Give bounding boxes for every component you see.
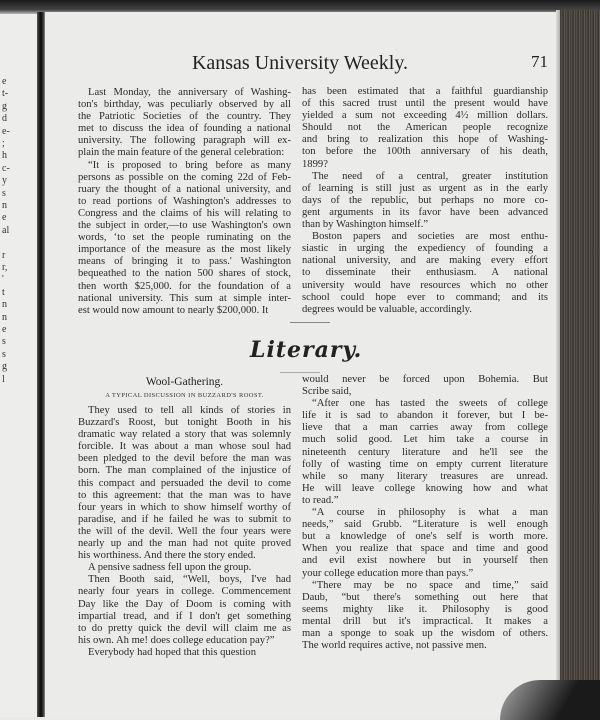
left-page-fragment: s <box>2 336 6 348</box>
book-page-stack <box>560 10 600 717</box>
left-page-fragment: ' <box>2 274 4 286</box>
text-line: while so many literary treasures are unread. <box>302 470 548 482</box>
text-line: A pensive sadness fell upon the group. <box>88 562 252 574</box>
article2-column1 <box>78 405 291 659</box>
text-line: importance of the measure as the most likely <box>78 244 291 256</box>
text-line: met to discuss the idea of founding a national <box>78 123 291 135</box>
text-line: 1899? <box>302 158 328 170</box>
text-line: est would now amount to nearly $200,000. It <box>78 304 269 316</box>
divider <box>290 322 330 323</box>
text-line: has been estimated that a faithful guardianship <box>302 86 548 97</box>
text-line: degrees would be valuable, accordingly. <box>302 303 472 315</box>
text-line: to disseminate their enthusiasm. A national <box>302 267 548 279</box>
text-line: life it is sad to abandon it forever, but I be- <box>302 410 548 422</box>
text-line: to do pretty quick the devil will claim me as <box>78 622 291 634</box>
text-line: means of bringing it to pass.' Washington <box>78 256 291 268</box>
text-line: the subject in order,—to use Washington's own <box>78 220 291 232</box>
left-page-fragment: g <box>2 361 7 373</box>
text-line: days of the republic, but perhaps no more co- <box>302 194 548 206</box>
text-line: When you realize that space and time and good <box>302 543 548 555</box>
text-line: folly of wasting time on empty current literature <box>302 458 548 470</box>
text-line: much solid good. Let him take a course in <box>302 434 548 446</box>
text-line: this compact and persuaded the devil to come <box>78 477 291 489</box>
page-number: 71 <box>531 52 548 71</box>
article-subtitle: A TYPICAL DISCUSSION IN BUZZARD'S ROOST. <box>105 392 264 399</box>
text-line: The need of a central, greater institution <box>312 170 548 182</box>
left-page-fragment: l <box>2 373 5 385</box>
text-line: of this sacred trust until the present would have <box>302 98 548 110</box>
text-line: lieve that a man carries away from college <box>302 422 548 434</box>
left-page-fragment: n <box>2 311 7 323</box>
text-line: seems mighty like it. Philosophy is good <box>302 603 548 615</box>
text-line: ruary the thought of a national university, and <box>78 183 291 195</box>
left-page-fragment: e <box>2 76 7 87</box>
text-line: the Patriotic Societies of the country. They <box>78 111 291 123</box>
text-line: Boston papers and societies are most enthu- <box>312 231 548 243</box>
text-line: ton before the 100th anniversary of his death, <box>302 146 548 158</box>
left-page-fragment: n <box>2 200 7 211</box>
text-line: “A course in philosophy is what a man <box>312 507 548 519</box>
left-page-fragment: al <box>2 224 10 236</box>
text-line: paradise, and if he failed he was to submit to <box>78 513 291 525</box>
text-line: Everybody had hoped that this question <box>88 646 256 658</box>
text-line: He will leave college knowing how and what <box>302 482 548 494</box>
text-line: man a sponge to soak up the wisdom of others. <box>302 627 548 639</box>
text-line: impartial tread, and if I don't get something <box>78 610 291 622</box>
text-line: national university, and are making every effort <box>302 255 548 267</box>
book-gutter <box>37 12 45 717</box>
left-page-fragment: t <box>2 286 5 298</box>
text-line: school could hope ever to command; and its <box>302 291 548 303</box>
section-heading-literary: Literary. <box>250 337 363 363</box>
article1-column1 <box>78 87 291 317</box>
text-line: his own. Ah me! does college education pay?” <box>78 634 275 646</box>
text-line: mental drill but it's impractical. It makes a <box>302 615 548 627</box>
text-line: gent arguments in its favor have been advanced <box>302 206 548 218</box>
text-line: “After one has tasted the sweets of college <box>312 398 548 410</box>
text-line: his worthiness. And there the story ended. <box>78 550 256 562</box>
text-line: Last Monday, the anniversary of Washing- <box>88 87 291 98</box>
text-line: university. The following paragraph will ex- <box>78 135 291 147</box>
text-line: “It is proposed to bring before as many <box>88 159 291 171</box>
text-line: Daub, “but there's something out here that <box>302 591 548 603</box>
left-page-fragment: n <box>2 299 7 311</box>
text-line: words, ‘to set the people ruminating on the <box>78 232 291 244</box>
article2-column2 <box>302 374 548 652</box>
heading-underline <box>280 372 320 373</box>
text-line: than by Washington himself.” <box>302 219 429 231</box>
text-line: nearly up and the man had not quite proved <box>78 538 291 550</box>
text-line: university would have resources which no other <box>302 279 548 291</box>
text-line: Day like the Day of Doom is coming with <box>78 598 291 610</box>
text-line: born. The man complained of the injustice of <box>78 465 291 477</box>
left-page-fragment: ; <box>2 138 5 149</box>
left-page-fragment: s <box>2 187 6 199</box>
text-line: to this agreement: that the man was to have <box>78 489 291 501</box>
running-header: Kansas University Weekly. <box>191 52 409 74</box>
left-page-fragment: h <box>2 150 7 162</box>
text-line: forcible. It was about a man whose soul had <box>78 441 291 453</box>
text-line: four years in which to show himself worthy of <box>78 501 291 513</box>
text-line: “There may be no space and time,” said <box>312 579 548 591</box>
text-line: ton's birthday, was peculiarly observed by all <box>78 99 291 111</box>
text-line: your college education more than pays.” <box>302 567 474 579</box>
text-line: but a knowledge of one's self is worth more. <box>302 531 548 543</box>
left-page-fragment: g <box>2 100 7 112</box>
left-page-fragment: e <box>2 212 7 224</box>
text-line: They used to tell all kinds of stories in <box>88 405 291 416</box>
text-line: Congress and the claims of his will relating to <box>78 207 291 219</box>
left-page-fragment: e- <box>2 125 10 137</box>
text-line: siastic in urging the expediency of founding a <box>302 243 548 255</box>
left-page-fragment: t- <box>2 88 9 100</box>
text-line: Scribe said, <box>302 386 352 398</box>
text-line: nearly four years in college. Commencement <box>78 586 291 598</box>
text-line: then worth $25,000. for the foundation of a <box>78 280 291 292</box>
text-line: plain the main feature of the general celebration: <box>78 147 285 159</box>
text-line: Then Booth said, “Well, boys, I've had <box>88 574 291 586</box>
left-page-fragment: c- <box>2 162 10 174</box>
text-line: Should not the American people recognize <box>302 122 548 134</box>
text-line: to read.” <box>302 494 339 506</box>
article1-column2 <box>302 86 548 316</box>
text-line: dramatic way related a story that was solemnly <box>78 429 291 441</box>
text-line: needs,” said Grubb. “Literature is well enough <box>302 519 548 531</box>
text-line: and bring to realization this hope of Washing- <box>302 134 548 146</box>
left-page-fragment: s <box>2 348 6 360</box>
text-line: of learning is still just as urgent as in the early <box>302 182 548 194</box>
text-line: yielded a sum not exceeding 4½ million dollars. <box>302 110 548 122</box>
text-line: bequeathed to the nation 500 shares of stock, <box>78 268 291 280</box>
article-title: Wool-Gathering. <box>145 376 224 388</box>
text-line: persons as possible on the coming 22d of Feb- <box>78 171 291 183</box>
text-line: Buzzard's Roost, but tonight Booth in his <box>78 417 291 429</box>
text-line: to read portions of Washington's addresses to <box>78 195 291 207</box>
left-page-fragment: y <box>2 175 7 187</box>
text-line: nineteenth century literature and he'll see the <box>302 446 548 458</box>
left-page-edge <box>0 14 38 717</box>
text-line: The world requires active, not passive men. <box>302 640 487 652</box>
left-page-fragment: r <box>2 249 6 261</box>
text-line: the will of the devil. Well the four years were <box>78 525 291 537</box>
text-line: national university. This sum at simple inter- <box>78 292 291 304</box>
left-page-fragment: r, <box>2 262 8 273</box>
text-line: been pledged to the devil before the man was <box>78 453 291 465</box>
text-line: would never be forced upon Bohemia. But <box>302 374 548 385</box>
left-page-fragment: e <box>2 324 7 335</box>
left-page-fragment: d <box>2 113 7 125</box>
text-line: and evil exist nowhere but in yourself then <box>302 555 548 567</box>
